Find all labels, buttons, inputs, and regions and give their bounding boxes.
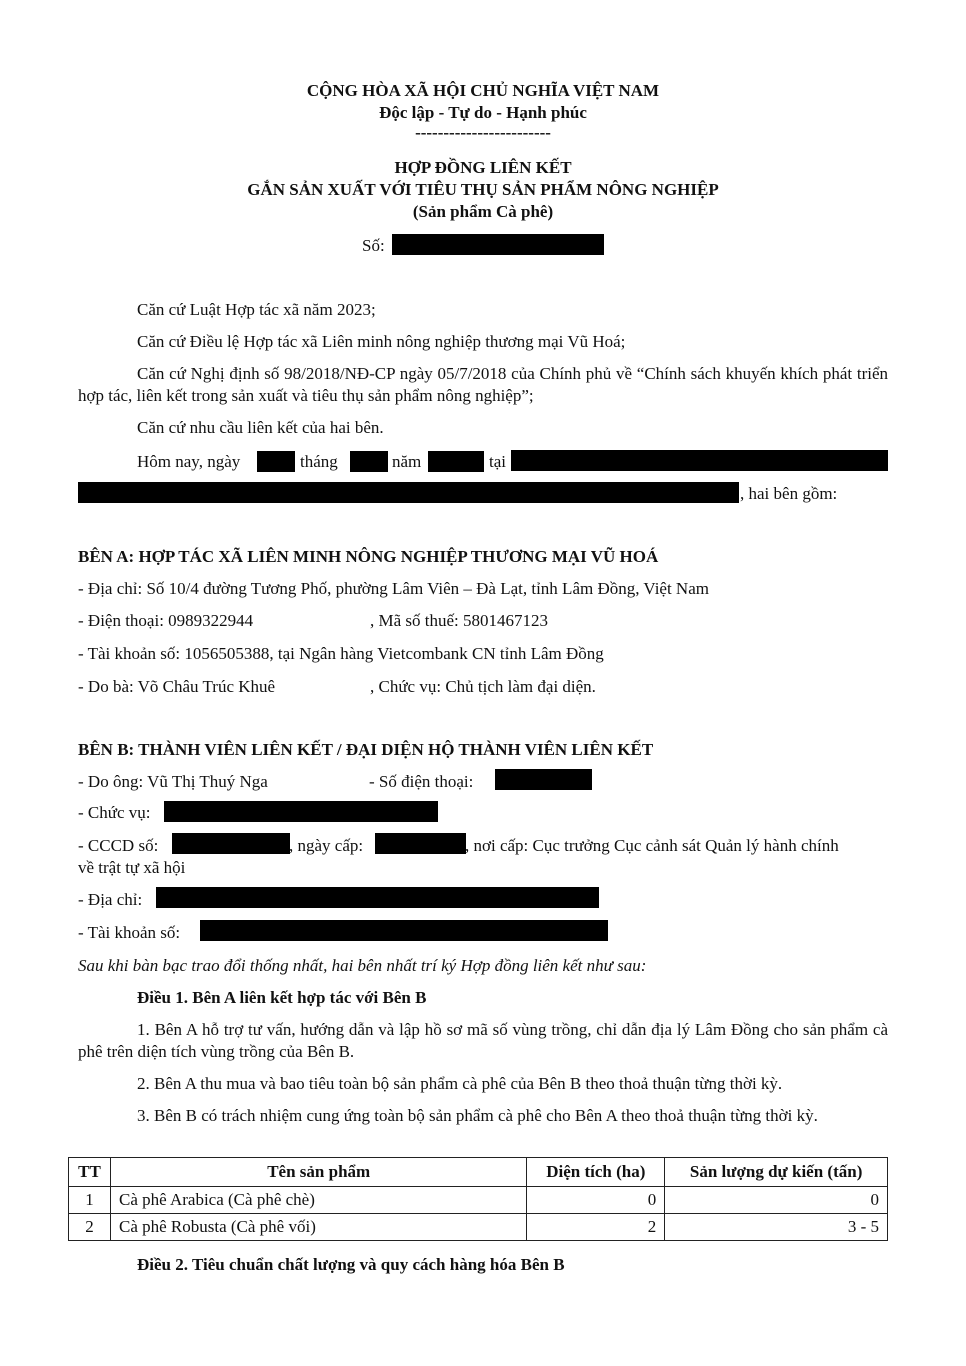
party-b-issue-place: , nơi cấp: Cục trưởng Cục cảnh sát Quản lý hành chính	[465, 836, 839, 855]
party-a-phone: - Điện thoại: 0989322944	[78, 611, 254, 630]
party-b-issue-date-label: , ngày cấp:	[289, 836, 364, 855]
national-motto: Độc lập - Tự do - Hạnh phúc	[379, 103, 587, 122]
table-cell: 0	[527, 1187, 665, 1214]
column-header: TT	[69, 1158, 111, 1187]
column-header: Diện tích (ha)	[527, 1158, 665, 1187]
party-b-position-label: - Chức vụ:	[78, 803, 151, 822]
party-b-id-label: - CCCD số:	[78, 836, 159, 855]
redacted-year	[428, 451, 484, 472]
at-label: tại	[489, 452, 506, 471]
table-row	[69, 1214, 888, 1241]
table-cell: Cà phê Arabica (Cà phê chè)	[110, 1187, 526, 1214]
party-a-address: - Địa chỉ: Số 10/4 đường Tương Phố, phường Lâm Viên – Đà Lạt, tỉnh Lâm Đồng, Việt Nam	[78, 579, 709, 598]
product-type: (Sản phẩm Cà phê)	[412, 202, 554, 221]
redacted-issue-date	[375, 833, 466, 854]
article-1-heading: Điều 1. Bên A liên kết hợp tác với Bên B	[137, 988, 427, 1007]
redacted-location-1	[511, 450, 888, 471]
month-label: tháng	[300, 452, 338, 471]
redacted-contract-number	[392, 234, 604, 255]
redacted-address	[156, 887, 599, 908]
party-b-phone-label: - Số điện thoại:	[369, 772, 474, 791]
contract-title: HỢP ĐỒNG LIÊN KẾT	[394, 158, 572, 177]
table-cell: 0	[665, 1187, 888, 1214]
year-label: năm	[392, 452, 422, 471]
party-b-issue-place-cont: về trật tự xã hội	[78, 858, 186, 877]
column-header: Tên sản phẩm	[110, 1158, 526, 1187]
redacted-location-2	[78, 482, 739, 503]
party-a-tax-code: , Mã số thuế: 5801467123	[370, 611, 549, 630]
basis-law: Căn cứ Luật Hợp tác xã năm 2023;	[137, 300, 376, 319]
table-cell: 2	[69, 1214, 111, 1241]
party-b-representative: - Do ông: Vũ Thị Thuý Nga	[78, 772, 268, 791]
party-a-account: - Tài khoản số: 1056505388, tại Ngân hàng Vietcombank CN tỉnh Lâm Đồng	[78, 644, 604, 663]
basis-charter: Căn cứ Điều lệ Hợp tác xã Liên minh nông nghiệp thương mại Vũ Hoá;	[137, 332, 626, 351]
parties-intro: , hai bên gồm:	[740, 484, 838, 503]
redacted-phone	[495, 769, 592, 790]
table-cell: 2	[527, 1214, 665, 1241]
column-header: Sản lượng dự kiến (tấn)	[665, 1158, 888, 1187]
table-cell: Cà phê Robusta (Cà phê vối)	[110, 1214, 526, 1241]
party-b-heading: BÊN B: THÀNH VIÊN LIÊN KẾT / ĐẠI DIỆN HỘ THÀNH VIÊN LIÊN KẾT	[78, 740, 654, 759]
redacted-month	[350, 451, 388, 472]
article-1-clause-2: 2. Bên A thu mua và bao tiêu toàn bộ sản phẩm cà phê của Bên B theo thoả thuận từng thời kỳ.	[137, 1074, 783, 1093]
table-header-row	[69, 1158, 888, 1187]
header-divider: ------------------------	[415, 123, 551, 142]
table-cell: 3 - 5	[665, 1214, 888, 1241]
today-label: Hôm nay, ngày	[137, 452, 241, 471]
agreement-intro: Sau khi bàn bạc trao đổi thống nhất, hai bên nhất trí ký Hợp đồng liên kết như sau:	[78, 956, 647, 975]
table-row	[69, 1187, 888, 1214]
contract-subtitle: GẮN SẢN XUẤT VỚI TIÊU THỤ SẢN PHẨM NÔNG NGHIỆP	[247, 180, 719, 199]
article-2-heading: Điều 2. Tiêu chuẩn chất lượng và quy cách hàng hóa Bên B	[137, 1255, 565, 1274]
party-a-heading: BÊN A: HỢP TÁC XÃ LIÊN MINH NÔNG NGHIỆP THƯƠNG MẠI VŨ HOÁ	[78, 547, 659, 566]
redacted-account	[200, 920, 608, 941]
party-a-position: , Chức vụ: Chủ tịch làm đại diện.	[370, 677, 596, 696]
product-table	[68, 1157, 888, 1241]
article-1-clause-3: 3. Bên B có trách nhiệm cung ứng toàn bộ sản phẩm cà phê cho Bên A theo thoả thuận từng thời kỳ.	[137, 1106, 818, 1125]
redacted-id-number	[172, 833, 290, 854]
redacted-position	[164, 801, 438, 822]
basis-decree: Căn cứ Nghị định số 98/2018/NĐ-CP ngày 05/7/2018 của Chính phủ về “Chính sách khuyến khích phát triển hợp tác, liên kết trong sản xuất và tiêu thụ sản phẩm nông nghiệp”;	[78, 364, 888, 405]
table-cell: 1	[69, 1187, 111, 1214]
party-b-address-label: - Địa chỉ:	[78, 890, 143, 909]
country-name: CỘNG HÒA XÃ HỘI CHỦ NGHĨA VIỆT NAM	[306, 81, 660, 100]
redacted-day	[257, 451, 295, 472]
contract-number-label: Số:	[362, 236, 385, 255]
basis-need: Căn cứ nhu cầu liên kết của hai bên.	[137, 418, 384, 437]
article-1-clause-1: 1. Bên A hỗ trợ tư vấn, hướng dẫn và lập hồ sơ mã số vùng trồng, chỉ dẫn địa lý Lâm Đồng cho sản phẩm cà phê trên diện tích vùng trồng của Bên B.	[78, 1020, 888, 1061]
party-a-representative: - Do bà: Võ Châu Trúc Khuê	[78, 677, 276, 696]
party-b-account-label: - Tài khoản số:	[78, 923, 181, 942]
